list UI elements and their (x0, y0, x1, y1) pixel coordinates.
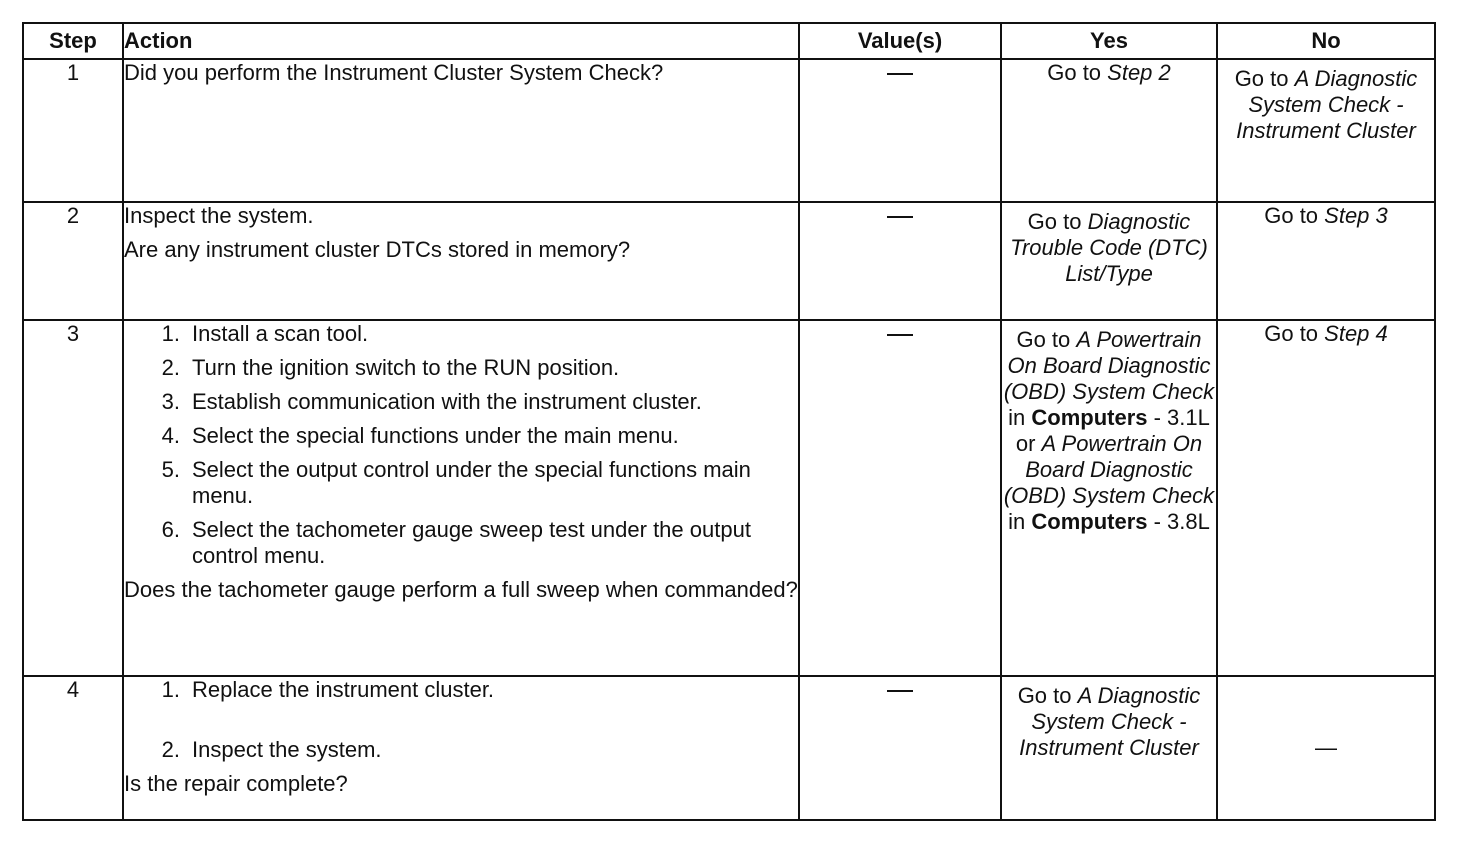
no-link[interactable]: Step 3 (1324, 203, 1388, 228)
yes-cell (1001, 59, 1217, 202)
list-item: 1. Install a scan tool. (161, 321, 369, 346)
no-prefix: Go to (1264, 321, 1325, 346)
action-steps (124, 321, 798, 569)
yes-in: in (1008, 405, 1032, 430)
list-item: 5. Select the output control under the special functions main menu. (161, 457, 751, 508)
no-link[interactable]: A Diagnostic System Check - Instrument Cluster (1236, 66, 1418, 143)
header-action: Action (123, 23, 799, 59)
yes-prefix: Go to (1017, 683, 1078, 708)
step-number: 4 (23, 676, 123, 820)
list-item: 2. Inspect the system. (161, 737, 382, 762)
list-item: 4. Select the special functions under the main menu. (161, 423, 679, 448)
no-prefix: Go to (1234, 66, 1295, 91)
no-link[interactable]: Step 4 (1324, 321, 1388, 346)
header-values: Value(s) (799, 23, 1001, 59)
action-cell (123, 320, 799, 676)
value-dash (887, 690, 913, 692)
list-item: 2. Turn the ignition switch to the RUN position. (161, 355, 620, 380)
yes-link[interactable]: Diagnostic Trouble Code (DTC) List/Type (1010, 209, 1208, 286)
value-dash (887, 216, 913, 218)
no-cell (1217, 202, 1435, 320)
yes-link-2[interactable]: A Powertrain On Board Diagnostic (OBD) System Check (1003, 431, 1215, 508)
step-number: 3 (23, 320, 123, 676)
step-number: 1 (23, 59, 123, 202)
action-steps (124, 677, 798, 763)
header-no: No (1217, 23, 1435, 59)
yes-suffix-2: - 3.8L (1147, 509, 1210, 534)
no-dash: — (1315, 735, 1337, 760)
diagnostic-table (22, 22, 1436, 821)
list-item: 1. Replace the instrument cluster. (161, 677, 495, 702)
yes-link[interactable]: Step 2 (1107, 60, 1171, 85)
yes-cell (1001, 676, 1217, 820)
no-cell (1217, 676, 1435, 820)
yes-manual-2: Computers (1031, 509, 1148, 534)
step-number: 2 (23, 202, 123, 320)
value-dash (887, 334, 913, 336)
yes-cell (1001, 202, 1217, 320)
yes-prefix: Go to (1016, 327, 1077, 352)
yes-manual-1: Computers (1031, 405, 1148, 430)
table-row (23, 676, 1435, 820)
no-cell (1217, 59, 1435, 202)
action-question: Did you perform the Instrument Cluster System Check? (124, 60, 664, 85)
list-item: 6. Select the tachometer gauge sweep test under the output control menu. (161, 517, 751, 568)
action-cell (123, 59, 799, 202)
header-row (23, 23, 1435, 59)
table-row (23, 202, 1435, 320)
yes-link-1[interactable]: A Powertrain On Board Diagnostic (OBD) System Check (1003, 327, 1215, 404)
list-item: 3. Establish communication with the instrument cluster. (161, 389, 702, 414)
action-question: Is the repair complete? (124, 771, 348, 796)
action-cell (123, 676, 799, 820)
yes-in: in (1008, 509, 1032, 534)
table-row (23, 59, 1435, 202)
table-row (23, 320, 1435, 676)
value-cell (799, 59, 1001, 202)
action-cell (123, 202, 799, 320)
yes-prefix: Go to (1047, 60, 1108, 85)
header-step: Step (23, 23, 123, 59)
yes-suffix-1: - 3.1L or (1015, 405, 1210, 456)
action-question: Are any instrument cluster DTCs stored in memory? (124, 237, 631, 262)
yes-link[interactable]: A Diagnostic System Check - Instrument Cluster (1019, 683, 1201, 760)
yes-cell (1001, 320, 1217, 676)
value-cell (799, 676, 1001, 820)
action-line: Inspect the system. (124, 203, 314, 228)
header-yes: Yes (1001, 23, 1217, 59)
yes-prefix: Go to (1027, 209, 1088, 234)
action-question: Does the tachometer gauge perform a full sweep when commanded? (124, 577, 798, 602)
value-dash (887, 73, 913, 75)
no-cell (1217, 320, 1435, 676)
value-cell (799, 320, 1001, 676)
value-cell (799, 202, 1001, 320)
no-prefix: Go to (1264, 203, 1325, 228)
